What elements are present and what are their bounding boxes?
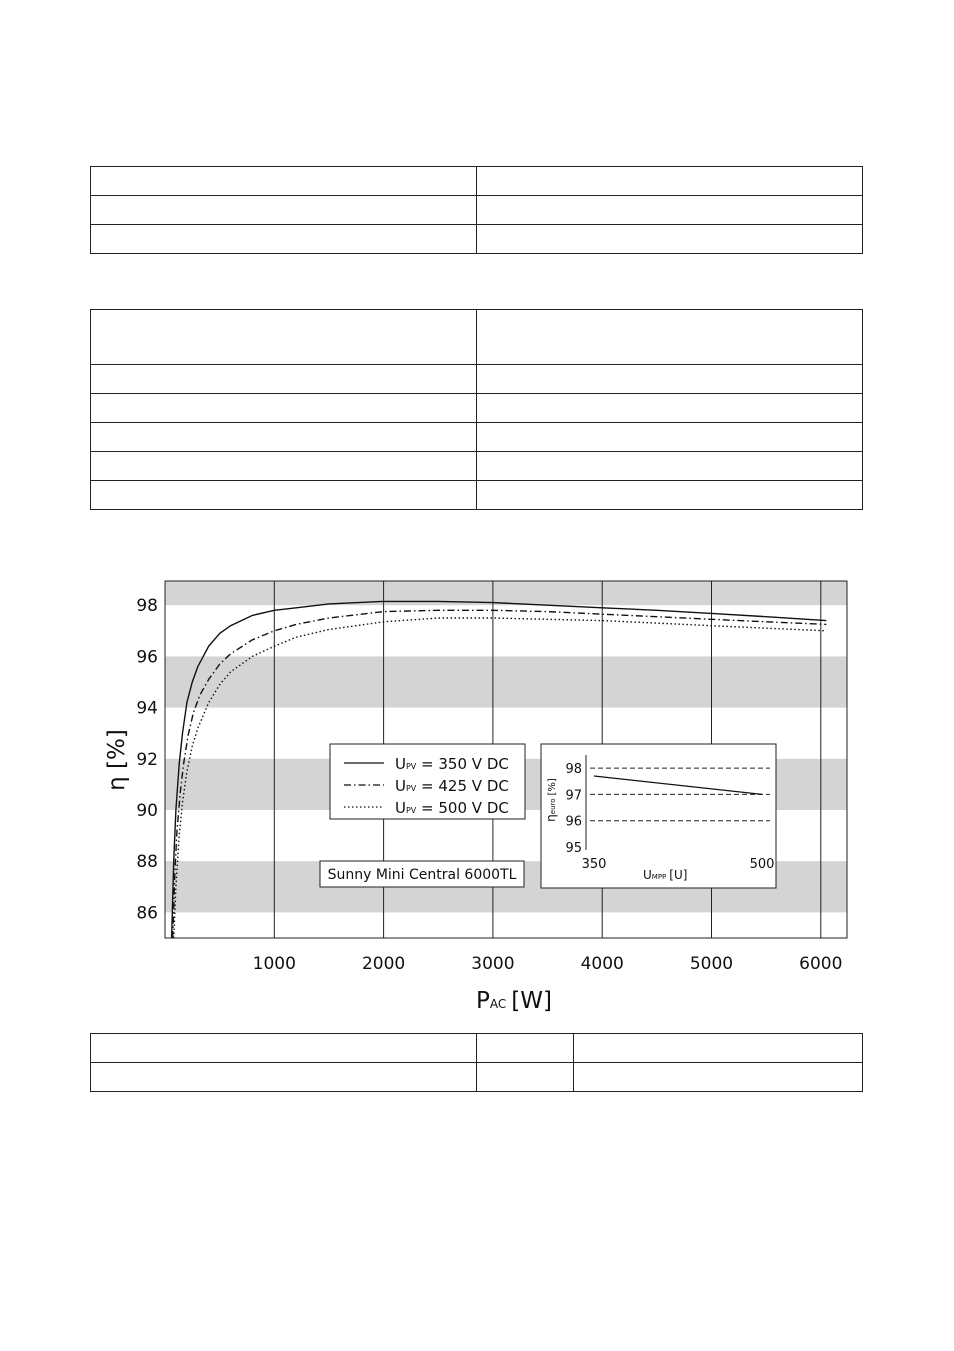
y-tick-label: 88 — [136, 852, 158, 873]
inset-y-label-sub: euro — [549, 798, 557, 815]
y-tick-label: 86 — [136, 903, 158, 924]
inset-y-tick-label: 96 — [565, 814, 582, 830]
inset-y-tick-label: 95 — [565, 841, 582, 856]
table-cell — [91, 1034, 477, 1063]
inset-x-tick-label: 350 — [581, 857, 607, 872]
x-tick-label: 4000 — [580, 954, 624, 974]
y-tick-label: 90 — [136, 801, 158, 821]
inset-y-tick-label: 98 — [565, 762, 582, 778]
x-tick-label: 1000 — [252, 954, 296, 974]
table-row — [91, 1063, 863, 1092]
x-axis-label-sub: AC — [489, 997, 507, 1011]
y-tick-label: 94 — [136, 698, 158, 719]
x-axis-label — [476, 988, 552, 1014]
chart-title — [320, 861, 524, 887]
legend-label-sub: PV — [405, 784, 417, 793]
grey-band — [165, 656, 847, 707]
spec-table-3 — [90, 1033, 863, 1092]
inset-y-label-main: η — [544, 814, 558, 822]
inset-x-tick-label: 500 — [749, 857, 775, 872]
legend-label-sub: PV — [405, 762, 417, 771]
x-axis-label-unit: [W] — [511, 988, 552, 1014]
table-cell — [574, 1063, 863, 1092]
y-tick-label: 98 — [136, 596, 158, 617]
legend-label-main: U — [395, 755, 406, 773]
table-row — [91, 1034, 863, 1063]
inset-y-label-unit: [%] — [547, 778, 558, 796]
y-axis-label: η [%] — [104, 729, 130, 791]
table-cell — [91, 1063, 477, 1092]
inset-x-label-main: U — [643, 868, 652, 882]
inset-chart — [541, 744, 776, 888]
grey-band — [165, 581, 847, 605]
x-axis-label-main: P — [476, 988, 490, 1014]
legend-label-sub: PV — [405, 806, 417, 815]
legend-label-rest: = 425 V DC — [416, 777, 509, 795]
table-cell — [477, 1063, 574, 1092]
inset-x-label-unit: [U] — [669, 868, 688, 882]
y-tick-label: 96 — [136, 647, 158, 668]
table-cell — [477, 1034, 574, 1063]
chart-title-text: Sunny Mini Central 6000TL — [327, 867, 517, 883]
y-tick-label: 92 — [136, 749, 158, 770]
legend-label-rest: = 500 V DC — [416, 799, 509, 817]
x-tick-label: 2000 — [361, 954, 406, 974]
legend-label-main: U — [395, 777, 406, 795]
inset-y-tick-label: 97 — [565, 788, 582, 804]
legend-label-main: U — [395, 799, 406, 817]
legend — [330, 744, 525, 819]
table-cell — [574, 1034, 863, 1063]
x-tick-label: 5000 — [689, 954, 734, 974]
inset-x-label-sub: MPP — [651, 873, 667, 881]
legend-label-rest: = 350 V DC — [416, 755, 509, 773]
x-tick-label: 3000 — [471, 954, 515, 974]
x-tick-label: 6000 — [799, 954, 843, 974]
x-tick-labels — [253, 954, 843, 974]
y-tick-labels — [136, 596, 158, 923]
